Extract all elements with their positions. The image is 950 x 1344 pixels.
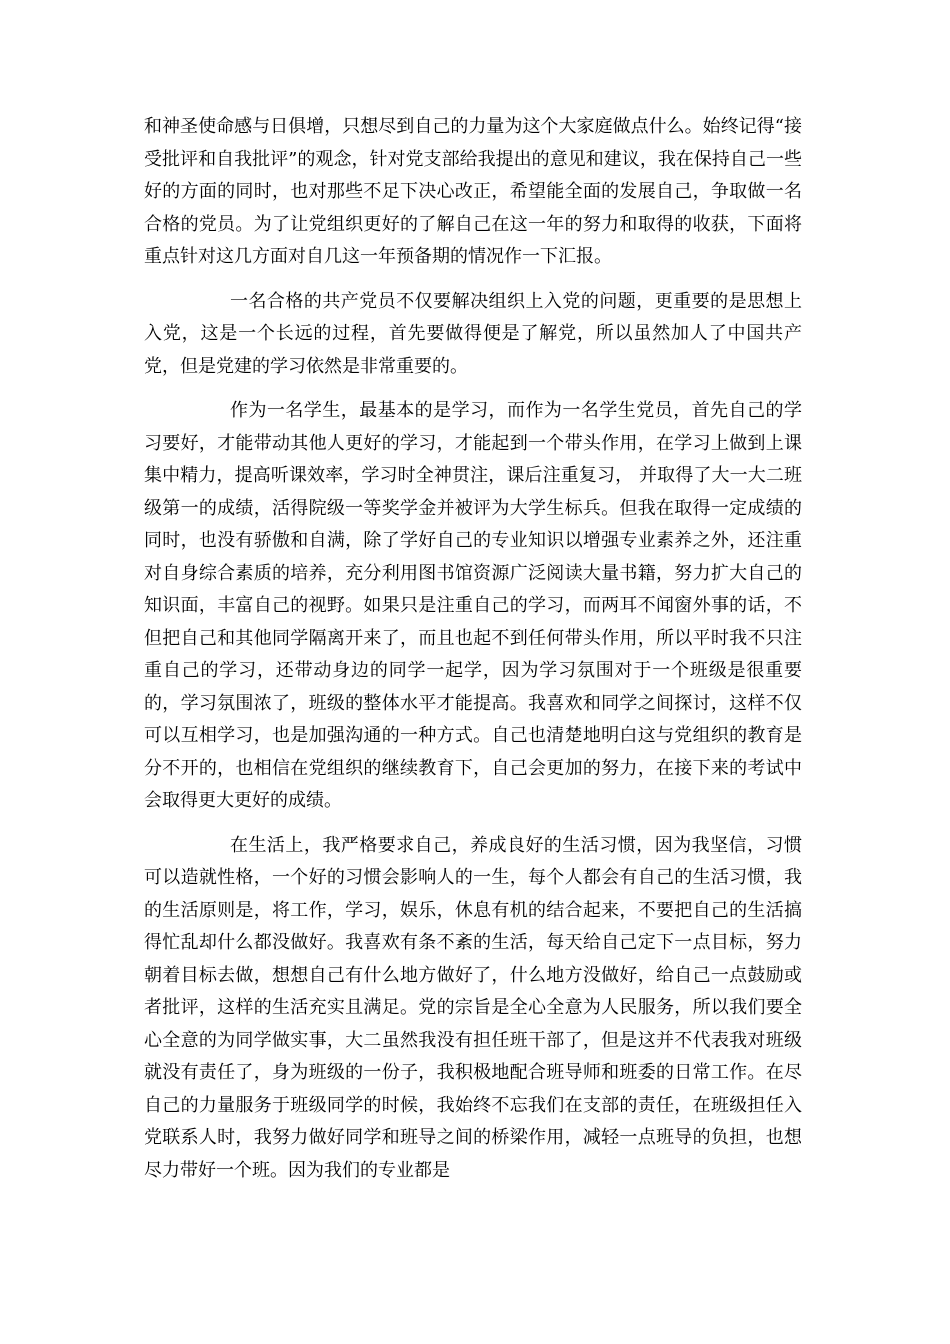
paragraph-2: 一名合格的共产党员不仅要解决组织上入党的问题，更重要的是思想上入党，这是一个长远的过程，首先要做得便是了解党，所以虽然加人了中国共产党，但是党建的学习依然是非常重要的。 bbox=[144, 290, 802, 377]
paragraph-1: 和神圣使命感与日俱增，只想尽到自己的力量为这个大家庭做点什么。始终记得“接受批评和自我批评”的观念，针对党支部给我提出的意见和建议，我在保持自己一些好的方面的同时，也对那些不足下决心改正，希望能全面的发展自己，争取做一名合格的党员。为了让党组织更好的了解自己在这一年的努力和取得的收获，下面将重点针对这几方面对自几这一年预备期的情况作一下汇报。 bbox=[144, 116, 802, 267]
document-body bbox=[144, 111, 802, 1199]
paragraph-3: 作为一名学生，最基本的是学习，而作为一名学生党员，首先自己的学习要好，才能带动其他人更好的学习，才能起到一个带头作用，在学习上做到上课集中精力，提高听课效率，学习时全神贯注，课后注重复习， 并取得了大一大二班级第一的成绩，活得院级一等奖学金并被评为大学生标兵。但我在取得一定成绩的同时，也没有骄傲和自满，除了学好自己的专业知识以增强专业素养之外，还注重对自身综合素质的培养，充分利用图书馆资源广泛阅读大量书籍，努力扩大自己的知识面，丰富自己的视野。如果只是注重自己的学习，而两耳不闻窗外事的话，不但把自己和其他同学隔离开来了，而且也起不到任何带头作用，所以平时我不只注重自己的学习，还带动身边的同学一起学，因为学习氛围对于一个班级是很重要的，学习氛围浓了，班级的整体水平才能提高。我喜欢和同学之间探讨，这样不仅可以互相学习，也是加强沟通的一种方式。自己也清楚地明白这与党组织的教育是分不开的，也相信在党组织的继续教育下，自己会更加的努力，在接下来的考试中会取得更大更好的成绩。 bbox=[144, 400, 802, 811]
paragraph-4: 在生活上，我严格要求自己，养成良好的生活习惯，因为我坚信，习惯可以造就性格，一个好的习惯会影响人的一生，每个人都会有自己的生活习惯，我的生活原则是，将工作，学习，娱乐，休息有机的结合起来，不要把自己的生活搞得忙乱却什么都没做好。我喜欢有条不紊的生活，每天给自己定下一点目标，努力朝着目标去做，想想自己有什么地方做好了，什么地方没做好，给自己一点鼓励或者批评，这样的生活充实且满足。党的宗旨是全心全意为人民服务，所以我们要全心全意的为同学做实事，大二虽然我没有担任班干部了，但是这并不代表我对班级就没有责任了，身为班级的一份子，我积极地配合班导师和班委的日常工作。在尽自己的力量服务于班级同学的时候，我始终不忘我们在支部的责任，在班级担任入党联系人时，我努力做好同学和班导之间的桥梁作用，减轻一点班导的负担，也想尽力带好一个班。因为我们的专业都是 bbox=[144, 834, 802, 1181]
